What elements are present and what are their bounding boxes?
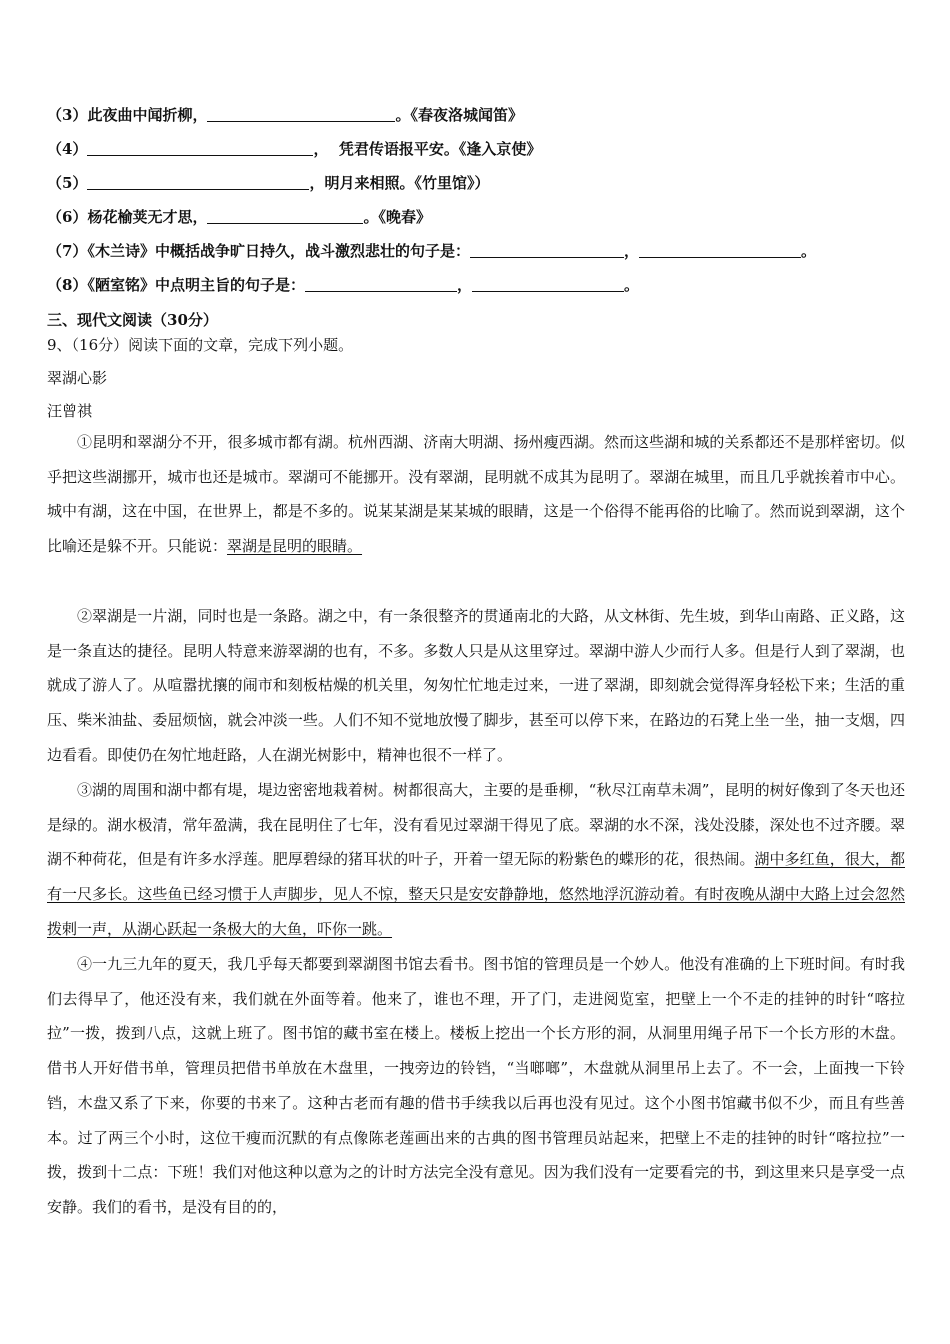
fill-blank-8 — [47, 274, 639, 295]
item-source: 。《春夜洛城闻笛》 — [395, 106, 523, 124]
item-number: （8） — [47, 276, 88, 294]
article-paragraph-2: ②翠湖是一片湖，同时也是一条路。湖之中，有一条很整齐的贯通南北的大路，从文林街、先生坡，到华山南路、正义路，这是一条直达的捷径。昆明人特意来游翠湖的也有，不多。多数人只是从这里穿过。翠湖中游人少而行人多。但是行人到了翠湖，也就成了游人了。从喧嚣扰攘的闹市和刻板枯燥的机关里，匆匆忙忙地走过来，一进了翠湖，即刻就会觉得浑身轻松下来；生活的重压、柴米油盐、委屈烦恼，就会冲淡一些。人们不知不觉地放慢了脚步，甚至可以停下来，在路边的石凳上坐一坐，抽一支烟，四边看看。即使仍在匆忙地赶路，人在湖光树影中，精神也很不一样了。 — [47, 607, 905, 764]
article-title: 翠湖心影 — [47, 369, 108, 387]
item-end: 。 — [623, 276, 639, 294]
question-instruction: 9、（16分）阅读下面的文章，完成下列小题。 — [47, 336, 354, 354]
item-number: （4） — [47, 140, 88, 158]
answer-blank[interactable] — [305, 277, 457, 292]
answer-blank[interactable] — [207, 209, 363, 224]
article-author: 汪曾祺 — [47, 402, 93, 420]
fill-blank-6 — [47, 206, 431, 227]
item-end: 。 — [800, 242, 816, 260]
item-source: ， 凭君传语报平安。《逢入京使》 — [313, 140, 542, 158]
article-paragraph-1 — [47, 425, 905, 564]
item-separator: ， — [623, 242, 639, 260]
paragraph-text: ①昆明和翠湖分不开，很多城市都有湖。杭州西湖、济南大明湖、扬州瘦西湖。然而这些湖和城的关系都还不是那样密切。似乎把这些湖挪开，城市也还是城市。翠湖可不能挪开。没有翠湖，昆明就不成其为昆明了。翠湖在城里，而且几乎就挨着市中心。城中有湖，这在中国，在世界上，都是不多的。说某某湖是某某城的眼睛，这是一个俗得不能再俗的比喻了。然而说到翠湖，这个比喻还是躲不开。只能说： — [47, 433, 905, 556]
fill-blank-4 — [47, 138, 541, 159]
item-prompt: 杨花榆荚无才思， — [87, 208, 208, 226]
item-prompt: 《木兰诗》中概括战争旷日持久，战斗激烈悲壮的句子是： — [87, 242, 470, 260]
article-paragraph-3 — [47, 773, 905, 947]
article-paragraph-4: ④一九三九年的夏天，我几乎每天都要到翠湖图书馆去看书。图书馆的管理员是一个妙人。他没有准确的上下班时间。有时我们去得早了，他还没有来，我们就在外面等着。他来了，谁也不理，开了门，走进阅览室，把壁上一个不走的挂钟的时针“喀拉拉”一拨，拨到八点，这就上班了。图书馆的藏书室在楼上。楼板上挖出一个长方形的洞，从洞里用绳子吊下一个长方形的木盘。借书人开好借书单，管理员把借书单放在木盘里，一拽旁边的铃铛，“当啷啷”，木盘就从洞里吊上去了。不一会，上面拽一下铃铛，木盘又系了下来，你要的书来了。这种古老而有趣的借书手续我以后再也没有见过。这个小图书馆藏书似不少，而且有些善本。过了两三个小时，这位干瘦而沉默的有点像陈老莲画出来的古典的图书管理员站起来，把壁上不走的挂钟的时针“喀拉拉”一拨，拨到十二点：下班！我们对他这种以意为之的计时方法完全没有意见。因为我们没有一定要看完的书，到这里来只是享受一点安静。我们的看书，是没有目的的， — [47, 955, 905, 1216]
underlined-sentence: 湖中多红鱼，很大，都有一尺多长。这些鱼已经习惯于人声脚步，见人不惊，整天只是安安静静地，悠然地浮沉游动着。有时夜晚从湖中大路上过会忽然拨剌一声，从湖心跃起一条极大的大鱼，吓你一跳。 — [47, 850, 905, 938]
item-number: （6） — [47, 208, 88, 226]
item-number: （3） — [47, 106, 88, 124]
answer-blank[interactable] — [639, 243, 801, 258]
fill-blank-3 — [47, 104, 523, 125]
paragraph-text: ③湖的周围和湖中都有堤，堤边密密地栽着树。树都很高大，主要的是垂柳，“秋尽江南草未凋”，昆明的树好像到了冬天也还是绿的。湖水极清，常年盈满，我在昆明住了七年，没有看见过翠湖干得见了底。翠湖的水不深，浅处没膝，深处也不过齐腰。翠湖不种荷花，但是有许多水浮莲。肥厚碧绿的猪耳状的叶子，开着一望无际的粉紫色的蝶形的花，很热闹。 — [47, 781, 905, 869]
answer-blank[interactable] — [207, 107, 395, 122]
section-title: 三、现代文阅读（30分） — [47, 311, 218, 329]
answer-blank[interactable] — [87, 175, 309, 190]
item-separator: ， — [456, 276, 472, 294]
item-number: （7） — [47, 242, 88, 260]
item-prompt: 此夜曲中闻折柳， — [87, 106, 208, 124]
fill-blank-5 — [47, 172, 489, 193]
item-prompt: 《陋室铭》中点明主旨的句子是： — [87, 276, 305, 294]
fill-blank-7 — [47, 240, 816, 261]
item-source: ，明月来相照。《竹里馆》） — [309, 174, 490, 192]
item-number: （5） — [47, 174, 88, 192]
answer-blank[interactable] — [87, 141, 313, 156]
underlined-sentence: 翠湖是昆明的眼睛。 — [227, 537, 363, 556]
answer-blank[interactable] — [470, 243, 624, 258]
answer-blank[interactable] — [472, 277, 624, 292]
item-source: 。《晚春》 — [363, 208, 431, 226]
